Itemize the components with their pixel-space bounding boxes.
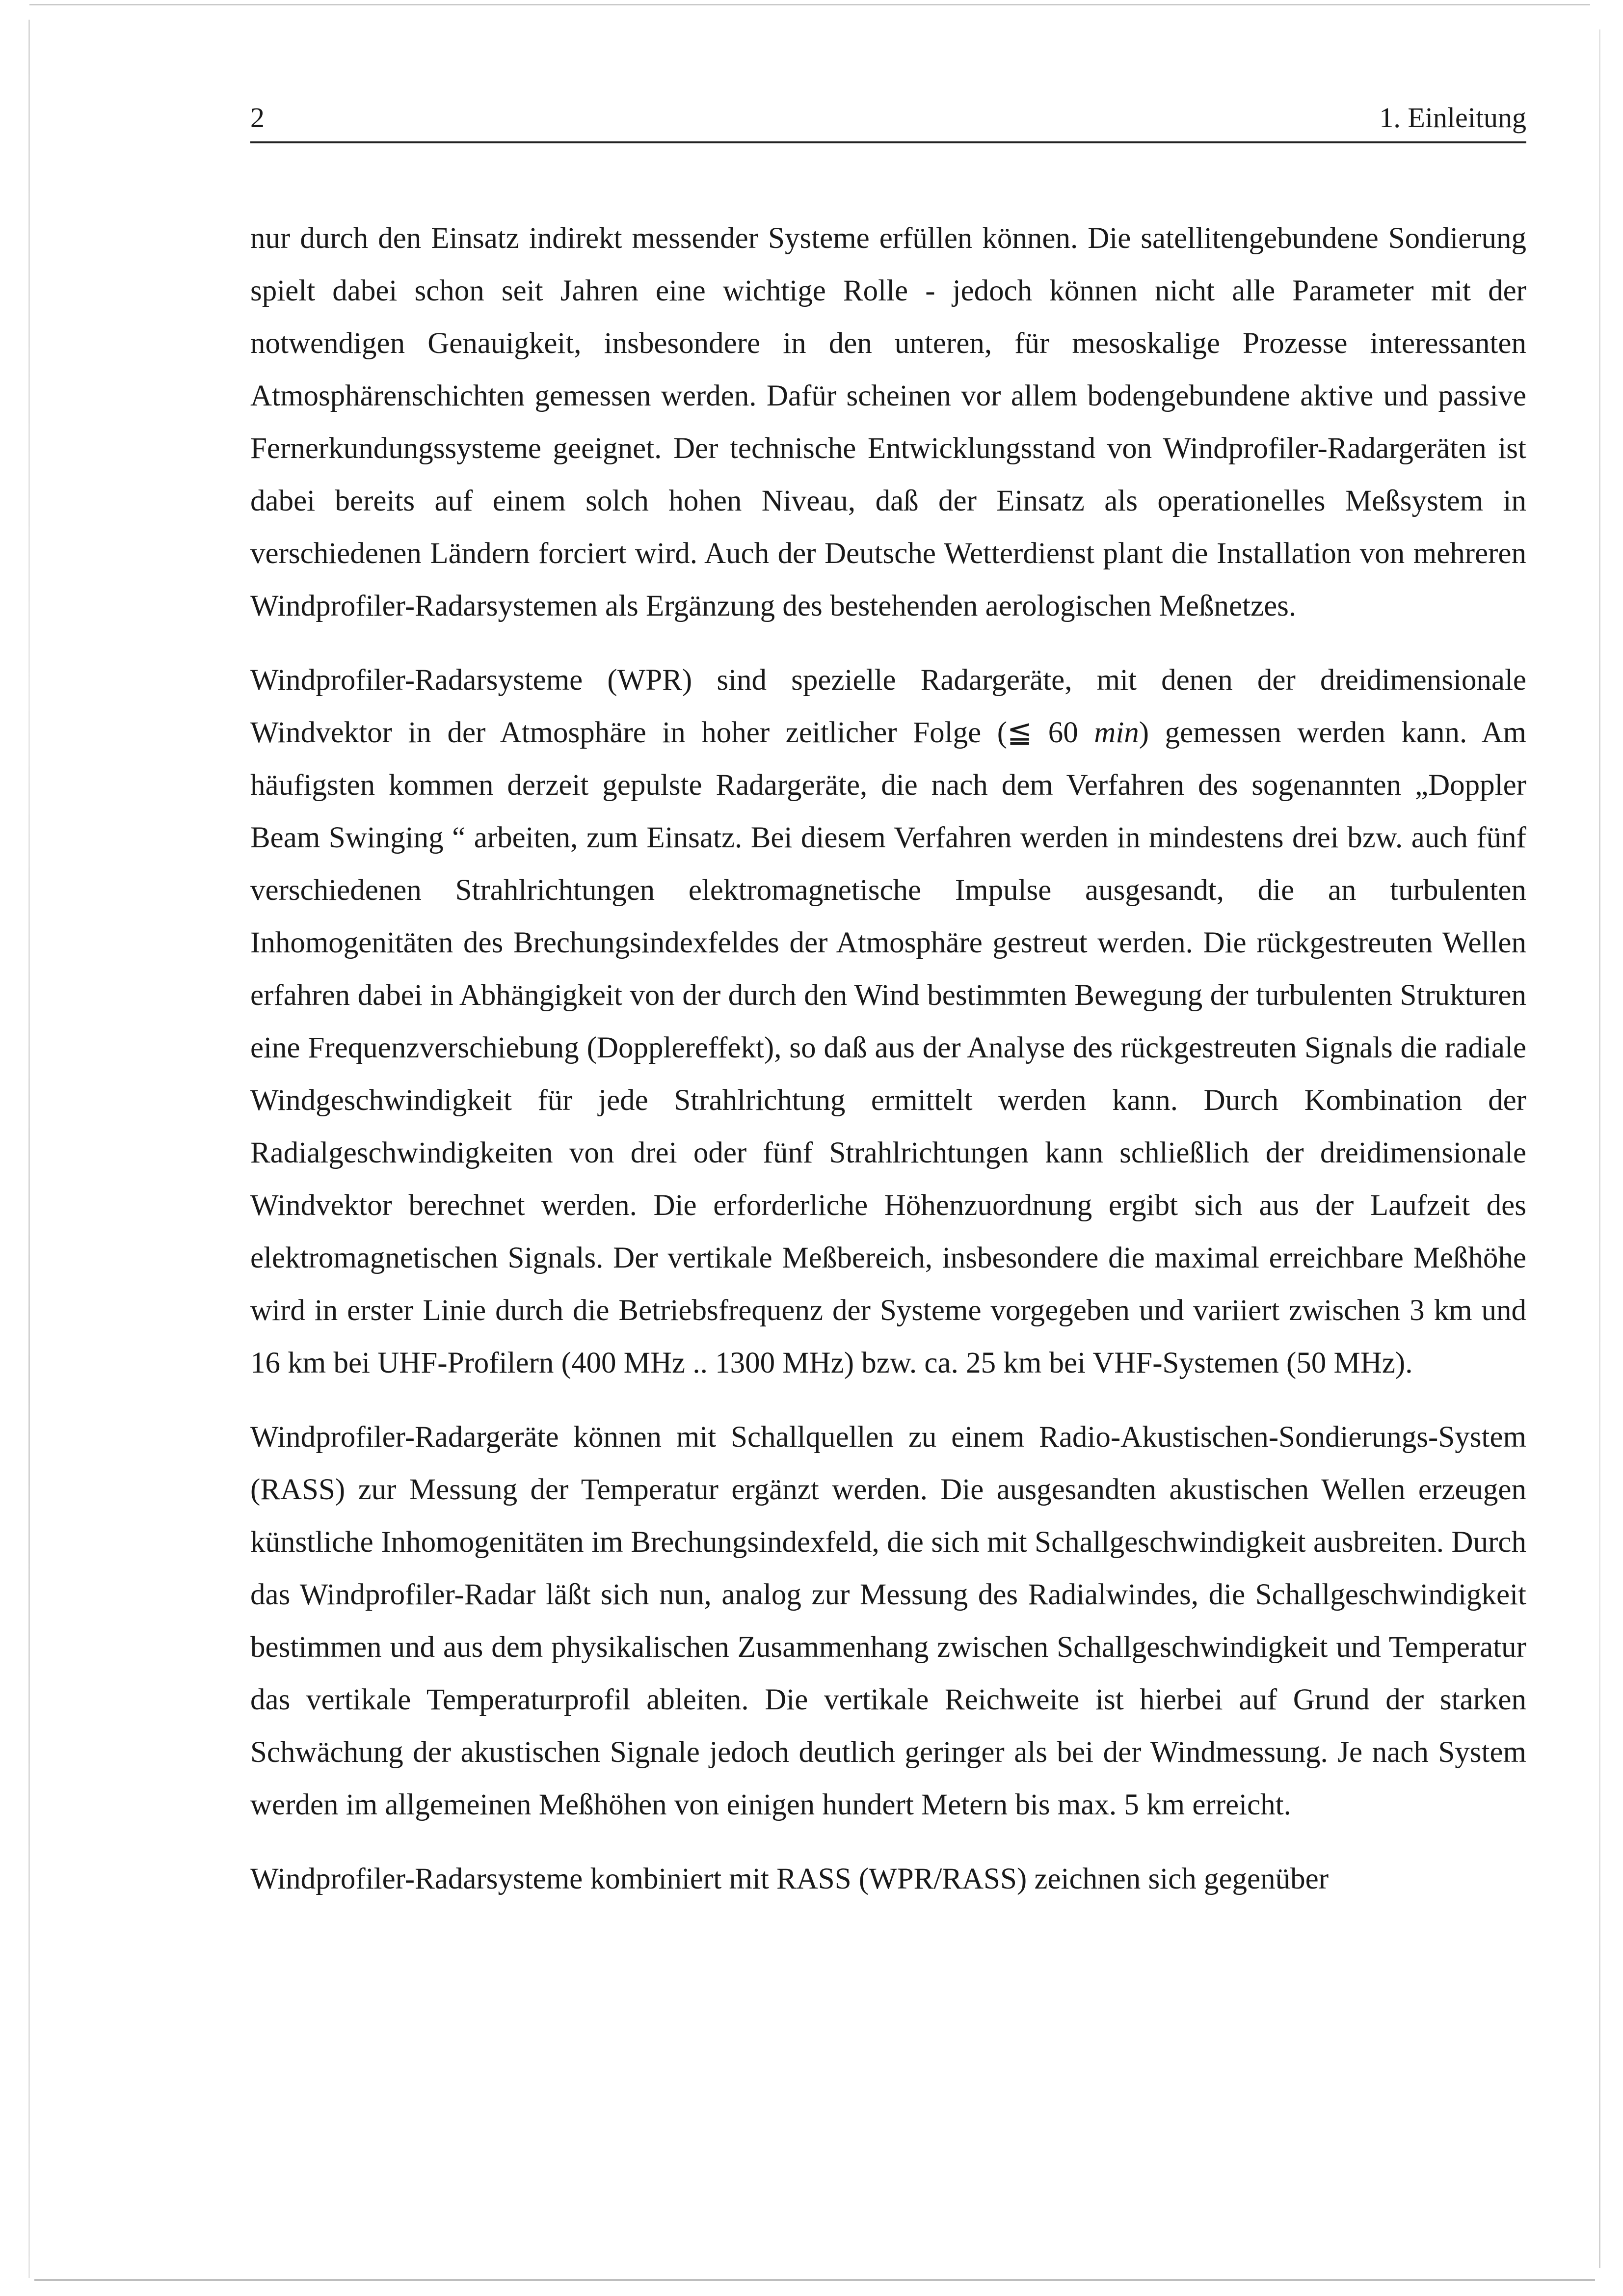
paragraph-4: Windprofiler-Radarsysteme kombiniert mit RASS (WPR/RASS) zeichnen sich gegenüber bbox=[250, 1863, 1329, 1895]
unit-min: min bbox=[1094, 716, 1139, 749]
scan-border-right bbox=[1599, 29, 1600, 2268]
chapter-title: 1. Einleitung bbox=[1379, 102, 1526, 134]
paragraph-3: Windprofiler-Radargeräte können mit Schallquellen zu einem Radio-Akustischen-Sondierungs-System (RASS) zur Messung der Temperatur ergänzt werden. Die ausgesandten akustischen Wellen erzeugen künstliche Inhomogenitäten im Brechungsindexfeld, die sich mit Schallgeschwindigkeit ausbreiten. Durch das Windprofiler-Radar läßt sich nun, analog zur Messung des Radialwindes, die Schallgeschwindigkeit bestimmen und aus dem physikalischen Zusammenhang zwischen Schallgeschwindigkeit und Temperatur das vertikale Temperaturprofil ableiten. Die vertikale Reichweite ist hierbei auf Grund der starken Schwächung der akustischen Signale jedoch deutlich geringer als bei der Windmessung. Je nach System werden im allgemeinen Meßhöhen von einigen hundert Metern bis max. 5 km erreicht. bbox=[250, 1421, 1526, 1821]
body-text bbox=[250, 212, 1526, 1905]
paragraph-2-part-1: Windprofiler-Radarsysteme (WPR) sind spezielle Radargeräte, mit denen der dreidimensionale Windvektor in der Atmosphäre in hoher zeitlicher Folge (≦ 60 bbox=[250, 664, 1526, 749]
document-page bbox=[250, 98, 1526, 1927]
page-number: 2 bbox=[250, 102, 265, 134]
scan-border-bottom bbox=[34, 2279, 1595, 2281]
paragraph-2-part-2: ) gemessen werden kann. Am häufigsten kommen derzeit gepulste Radargeräte, die nach dem Verfahren des sogenannten „Doppler Beam Swinging “ arbeiten, zum Einsatz. Bei diesem Verfahren werden in mindestens drei bzw. auch fünf verschiedenen Strahlrichtungen elektromagnetische Impulse ausgesandt, die an turbulenten Inhomogenitäten des Brechungsindexfeldes der Atmosphäre gestreut werden. Die rückgestreuten Wellen erfahren dabei in Abhängigkeit von der durch den Wind bestimmten Bewegung der turbulenten Strukturen eine Frequenzverschiebung (Dopplereffekt), so daß aus der Analyse des rückgestreuten Signals die radiale Windgeschwindigkeit für jede Strahlrichtung ermittelt werden kann. Durch Kombination der Radialgeschwindigkeiten von drei oder fünf Strahlrichtungen kann schließlich der dreidimensionale Windvektor berechnet werden. Die erforderliche Höhenzuordnung ergibt sich aus der Laufzeit des elektromagnetischen Signals. Der vertikale Meßbereich, insbesondere die maximal erreichbare Meßhöhe wird in erster Linie durch die Betriebsfrequenz der Systeme vorgegeben und variiert zwischen 3 km und 16 km bei UHF-Profilern (400 MHz .. 1300 MHz) bzw. ca. 25 km bei VHF-Systemen (50 MHz). bbox=[250, 716, 1526, 1379]
scan-border-left bbox=[28, 20, 30, 2278]
running-header bbox=[250, 98, 1526, 143]
paragraph-2 bbox=[250, 654, 1526, 1389]
paragraph-1: nur durch den Einsatz indirekt messender Systeme erfüllen können. Die satellitengebundene Sondierung spielt dabei schon seit Jahren eine wichtige Rolle - jedoch können nicht alle Parameter mit der notwendigen Genauigkeit, insbesondere in den unteren, für mesoskalige Prozesse interessanten Atmosphärenschichten gemessen werden. Dafür scheinen vor allem bodengebundene aktive und passive Fernerkundungssysteme geeignet. Der technische Entwicklungsstand von Windprofiler-Radargeräten ist dabei bereits auf einem solch hohen Niveau, daß der Einsatz als operationelles Meßsystem in verschiedenen Ländern forciert wird. Auch der Deutsche Wetterdienst plant die Installation von mehreren Windprofiler-Radarsystemen als Ergänzung des bestehenden aerologischen Meßnetzes. bbox=[250, 222, 1526, 622]
scan-border-top bbox=[29, 4, 1590, 5]
